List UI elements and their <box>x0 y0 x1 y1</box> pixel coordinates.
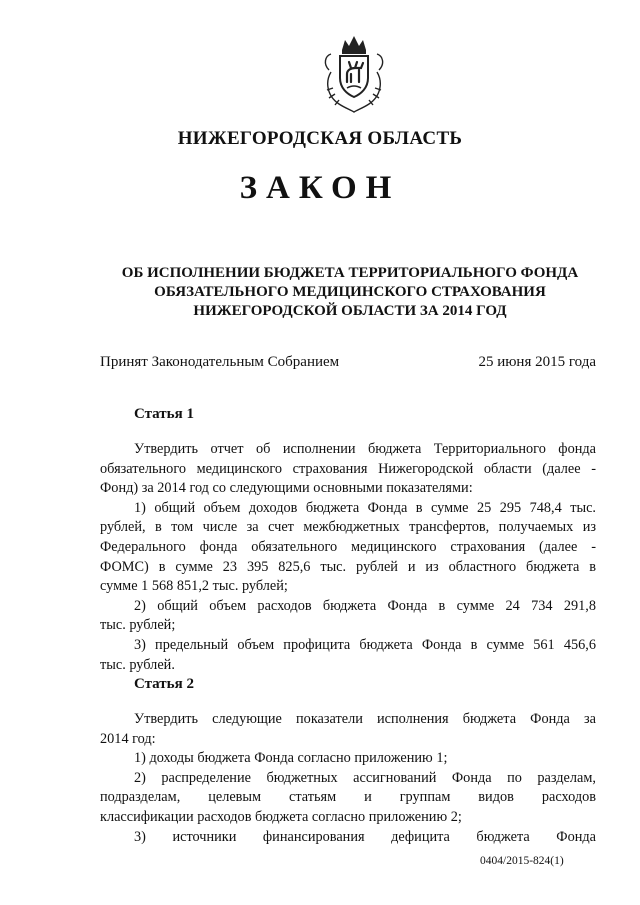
adoption-date: 25 июня 2015 года <box>478 354 596 370</box>
document-type: ЗАКОН <box>239 170 401 206</box>
text-line: сумме 1 568 851,2 тыс. рублей; <box>100 578 288 595</box>
law-title-line: ОБ ИСПОЛНЕНИИ БЮДЖЕТА ТЕРРИТОРИАЛЬНОГО ФОНДА <box>121 265 579 281</box>
document-code: 0404/2015-824(1) <box>480 855 564 867</box>
text-line: 3) предельный объем профицита бюджета Фонда в сумме 561 456,6 <box>134 636 596 653</box>
text-line: Утвердить следующие показатели исполнения бюджета Фонда за <box>134 711 596 727</box>
text-line: 2) распределение бюджетных ассигнований Фонда по разделам, <box>134 769 596 786</box>
text-line: Фонд) за 2014 год со следующими основными показателями: <box>100 480 473 497</box>
text-line: обязательного медицинского страхования Нижегородской области (далее - <box>100 460 596 477</box>
law-title <box>100 264 600 321</box>
text-line: 3) источники финансирования дефицита бюджета Фонда <box>134 828 596 845</box>
article-1-body <box>100 440 596 675</box>
text-line: 1) общий объем доходов бюджета Фонда в сумме 25 295 748,4 тыс. <box>134 499 596 516</box>
law-title-line: НИЖЕГОРОДСКОЙ ОБЛАСТИ ЗА 2014 ГОД <box>193 303 507 319</box>
adopted-by: Принят Законодательным Собранием <box>100 354 340 370</box>
text-line: 2014 год: <box>100 730 156 747</box>
text-line: подразделам, целевым статьям и группам видов расходов <box>100 789 596 806</box>
text-line: Утвердить отчет об исполнении бюджета Территориального фонда <box>134 441 596 457</box>
text-line: тыс. рублей; <box>100 617 176 634</box>
text-line: рублей, в том числе за счет межбюджетных трансфертов, получаемых из <box>100 519 596 536</box>
text-line: Федерального фонда обязательного медицинского страхования (далее - <box>100 538 596 555</box>
text-line: ФОМС) в сумме 23 395 825,6 тыс. рублей и из областного бюджета в <box>100 558 596 575</box>
text-line: тыс. рублей. <box>100 656 175 673</box>
text-line: 1) доходы бюджета Фонда согласно приложению 1; <box>134 750 448 767</box>
text-line: 2) общий объем расходов бюджета Фонда в сумме 24 734 291,8 <box>134 597 596 614</box>
text-line: классификации расходов бюджета согласно приложению 2; <box>100 808 462 825</box>
article-2-body <box>100 710 596 847</box>
coat-of-arms-emblem <box>311 30 397 116</box>
article-2-heading: Статья 2 <box>134 676 194 692</box>
adoption-line <box>100 354 596 371</box>
region-name: НИЖЕГОРОДСКАЯ ОБЛАСТЬ <box>177 128 463 149</box>
law-title-line: ОБЯЗАТЕЛЬНОГО МЕДИЦИНСКОГО СТРАХОВАНИЯ <box>154 284 546 300</box>
article-1-heading: Статья 1 <box>134 406 194 422</box>
